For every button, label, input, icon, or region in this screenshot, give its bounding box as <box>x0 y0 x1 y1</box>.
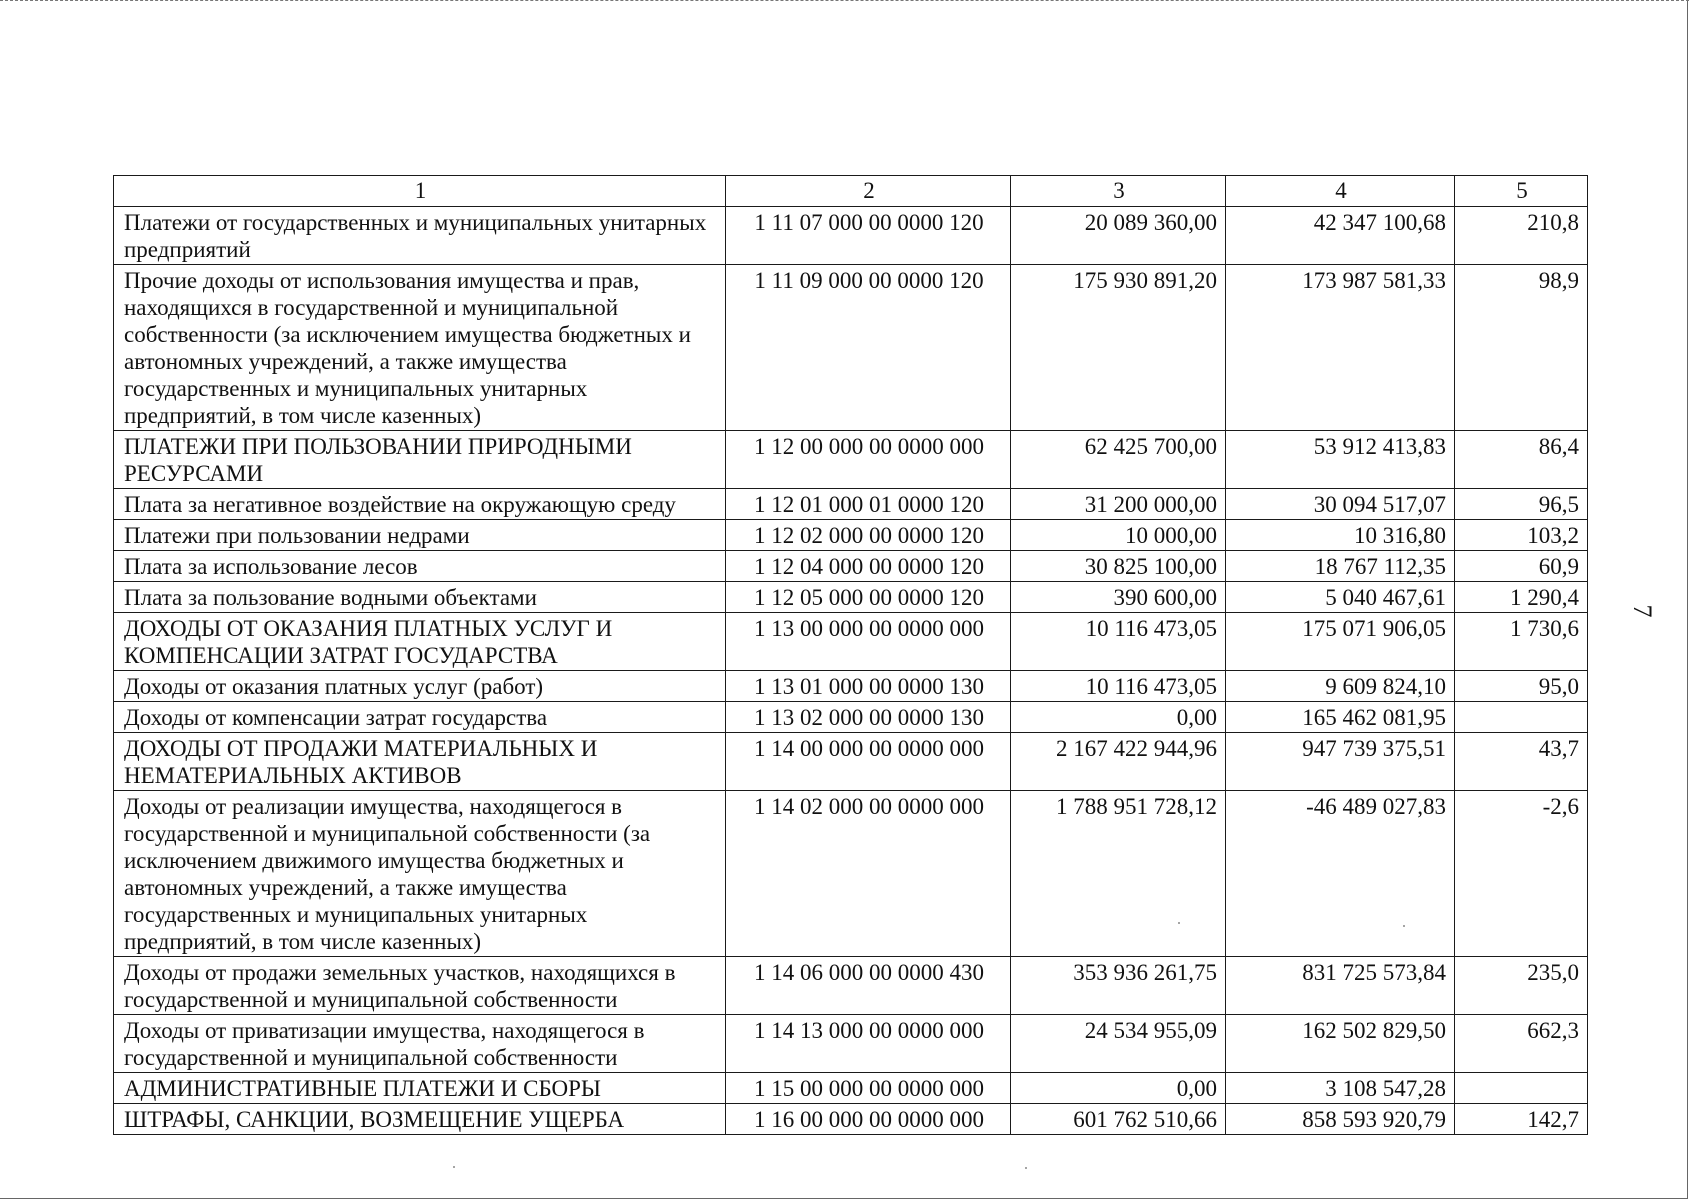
row-plan-cell: 0,00 <box>1011 1073 1226 1104</box>
row-plan-cell: 0,00 <box>1011 702 1226 733</box>
table-row <box>114 431 1588 489</box>
row-percent-cell: 95,0 <box>1455 671 1588 702</box>
row-percent-cell <box>1455 1073 1588 1104</box>
row-plan-cell: 62 425 700,00 <box>1011 431 1226 489</box>
row-percent-cell: 142,7 <box>1455 1104 1588 1135</box>
row-plan-cell: 175 930 891,20 <box>1011 265 1226 431</box>
row-actual-cell: 173 987 581,33 <box>1226 265 1455 431</box>
table-row <box>114 671 1588 702</box>
row-code-cell: 1 12 05 000 00 0000 120 <box>726 582 1011 613</box>
row-name-cell: ДОХОДЫ ОТ ОКАЗАНИЯ ПЛАТНЫХ УСЛУГ И КОМПЕНСАЦИИ ЗАТРАТ ГОСУДАРСТВА <box>114 613 726 671</box>
column-header-1: 1 <box>114 176 726 207</box>
table-row <box>114 207 1588 265</box>
table-row <box>114 551 1588 582</box>
row-plan-cell: 1 788 951 728,12 <box>1011 791 1226 957</box>
scan-speck <box>1403 925 1405 927</box>
column-header-3: 3 <box>1011 176 1226 207</box>
row-actual-cell: 10 316,80 <box>1226 520 1455 551</box>
row-plan-cell: 24 534 955,09 <box>1011 1015 1226 1073</box>
table-row <box>114 733 1588 791</box>
scan-speck <box>1178 922 1180 924</box>
row-code-cell: 1 12 02 000 00 0000 120 <box>726 520 1011 551</box>
row-name-cell: Доходы от приватизации имущества, находящегося в государственной и муниципальной собственности <box>114 1015 726 1073</box>
row-actual-cell: 18 767 112,35 <box>1226 551 1455 582</box>
row-name-cell: Прочие доходы от использования имущества и прав, находящихся в государственной и муниципальной собственности (за исключением имущества бюджетных и автономных учреждений, а также имущества государственных и муниципальных унитарных предприятий, в том числе казенных) <box>114 265 726 431</box>
row-name-cell: Доходы от продажи земельных участков, находящихся в государственной и муниципальной собственности <box>114 957 726 1015</box>
row-name-cell: Платежи от государственных и муниципальных унитарных предприятий <box>114 207 726 265</box>
row-name-cell: ПЛАТЕЖИ ПРИ ПОЛЬЗОВАНИИ ПРИРОДНЫМИ РЕСУРСАМИ <box>114 431 726 489</box>
row-actual-cell: 162 502 829,50 <box>1226 1015 1455 1073</box>
scan-speck <box>453 1166 455 1168</box>
table-row <box>114 582 1588 613</box>
column-header-5: 5 <box>1455 176 1588 207</box>
column-header-4: 4 <box>1226 176 1455 207</box>
row-plan-cell: 31 200 000,00 <box>1011 489 1226 520</box>
row-percent-cell: 103,2 <box>1455 520 1588 551</box>
row-code-cell: 1 14 00 000 00 0000 000 <box>726 733 1011 791</box>
row-percent-cell: -2,6 <box>1455 791 1588 957</box>
table-row <box>114 489 1588 520</box>
revenue-table <box>113 175 1588 1135</box>
row-plan-cell: 10 116 473,05 <box>1011 671 1226 702</box>
scan-speck <box>1025 1167 1027 1169</box>
row-percent-cell: 96,5 <box>1455 489 1588 520</box>
row-percent-cell: 1 290,4 <box>1455 582 1588 613</box>
table-row <box>114 265 1588 431</box>
row-code-cell: 1 13 01 000 00 0000 130 <box>726 671 1011 702</box>
table-row <box>114 1073 1588 1104</box>
table-row <box>114 791 1588 957</box>
row-code-cell: 1 12 01 000 01 0000 120 <box>726 489 1011 520</box>
row-actual-cell: 165 462 081,95 <box>1226 702 1455 733</box>
table-header-row <box>114 176 1588 207</box>
row-actual-cell: 30 094 517,07 <box>1226 489 1455 520</box>
row-code-cell: 1 16 00 000 00 0000 000 <box>726 1104 1011 1135</box>
row-plan-cell: 10 116 473,05 <box>1011 613 1226 671</box>
row-code-cell: 1 15 00 000 00 0000 000 <box>726 1073 1011 1104</box>
row-code-cell: 1 14 02 000 00 0000 000 <box>726 791 1011 957</box>
row-plan-cell: 30 825 100,00 <box>1011 551 1226 582</box>
row-actual-cell: 175 071 906,05 <box>1226 613 1455 671</box>
table-row <box>114 702 1588 733</box>
row-actual-cell: -46 489 027,83 <box>1226 791 1455 957</box>
row-name-cell: ДОХОДЫ ОТ ПРОДАЖИ МАТЕРИАЛЬНЫХ И НЕМАТЕРИАЛЬНЫХ АКТИВОВ <box>114 733 726 791</box>
row-code-cell: 1 11 07 000 00 0000 120 <box>726 207 1011 265</box>
table-row <box>114 957 1588 1015</box>
row-name-cell: ШТРАФЫ, САНКЦИИ, ВОЗМЕЩЕНИЕ УЩЕРБА <box>114 1104 726 1135</box>
row-plan-cell: 20 089 360,00 <box>1011 207 1226 265</box>
row-code-cell: 1 13 02 000 00 0000 130 <box>726 702 1011 733</box>
table-row <box>114 613 1588 671</box>
row-actual-cell: 9 609 824,10 <box>1226 671 1455 702</box>
row-actual-cell: 42 347 100,68 <box>1226 207 1455 265</box>
table-row <box>114 1104 1588 1135</box>
row-name-cell: Плата за использование лесов <box>114 551 726 582</box>
row-name-cell: Доходы от реализации имущества, находящегося в государственной и муниципальной собственности (за исключением движимого имущества бюджетных и автономных учреждений, а также имущества государственных и муниципальных унитарных предприятий, в том числе казенных) <box>114 791 726 957</box>
row-actual-cell: 53 912 413,83 <box>1226 431 1455 489</box>
row-plan-cell: 390 600,00 <box>1011 582 1226 613</box>
row-percent-cell: 60,9 <box>1455 551 1588 582</box>
row-name-cell: Плата за пользование водными объектами <box>114 582 726 613</box>
row-percent-cell: 86,4 <box>1455 431 1588 489</box>
row-percent-cell: 235,0 <box>1455 957 1588 1015</box>
row-percent-cell: 662,3 <box>1455 1015 1588 1073</box>
row-code-cell: 1 14 06 000 00 0000 430 <box>726 957 1011 1015</box>
row-actual-cell: 831 725 573,84 <box>1226 957 1455 1015</box>
row-plan-cell: 601 762 510,66 <box>1011 1104 1226 1135</box>
row-plan-cell: 2 167 422 944,96 <box>1011 733 1226 791</box>
row-name-cell: Доходы от компенсации затрат государства <box>114 702 726 733</box>
row-percent-cell: 98,9 <box>1455 265 1588 431</box>
row-code-cell: 1 13 00 000 00 0000 000 <box>726 613 1011 671</box>
row-name-cell: Доходы от оказания платных услуг (работ) <box>114 671 726 702</box>
row-code-cell: 1 14 13 000 00 0000 000 <box>726 1015 1011 1073</box>
row-percent-cell: 43,7 <box>1455 733 1588 791</box>
column-header-2: 2 <box>726 176 1011 207</box>
table-row <box>114 1015 1588 1073</box>
scan-top-edge <box>0 0 1689 1</box>
page-number: 7 <box>1628 604 1657 618</box>
row-actual-cell: 5 040 467,61 <box>1226 582 1455 613</box>
row-actual-cell: 3 108 547,28 <box>1226 1073 1455 1104</box>
table-row <box>114 520 1588 551</box>
row-name-cell: АДМИНИСТРАТИВНЫЕ ПЛАТЕЖИ И СБОРЫ <box>114 1073 726 1104</box>
row-code-cell: 1 11 09 000 00 0000 120 <box>726 265 1011 431</box>
row-actual-cell: 947 739 375,51 <box>1226 733 1455 791</box>
row-plan-cell: 353 936 261,75 <box>1011 957 1226 1015</box>
row-percent-cell: 210,8 <box>1455 207 1588 265</box>
row-actual-cell: 858 593 920,79 <box>1226 1104 1455 1135</box>
row-name-cell: Платежи при пользовании недрами <box>114 520 726 551</box>
row-code-cell: 1 12 00 000 00 0000 000 <box>726 431 1011 489</box>
row-code-cell: 1 12 04 000 00 0000 120 <box>726 551 1011 582</box>
table-body <box>114 207 1588 1135</box>
row-percent-cell: 1 730,6 <box>1455 613 1588 671</box>
row-name-cell: Плата за негативное воздействие на окружающую среду <box>114 489 726 520</box>
row-percent-cell <box>1455 702 1588 733</box>
row-plan-cell: 10 000,00 <box>1011 520 1226 551</box>
